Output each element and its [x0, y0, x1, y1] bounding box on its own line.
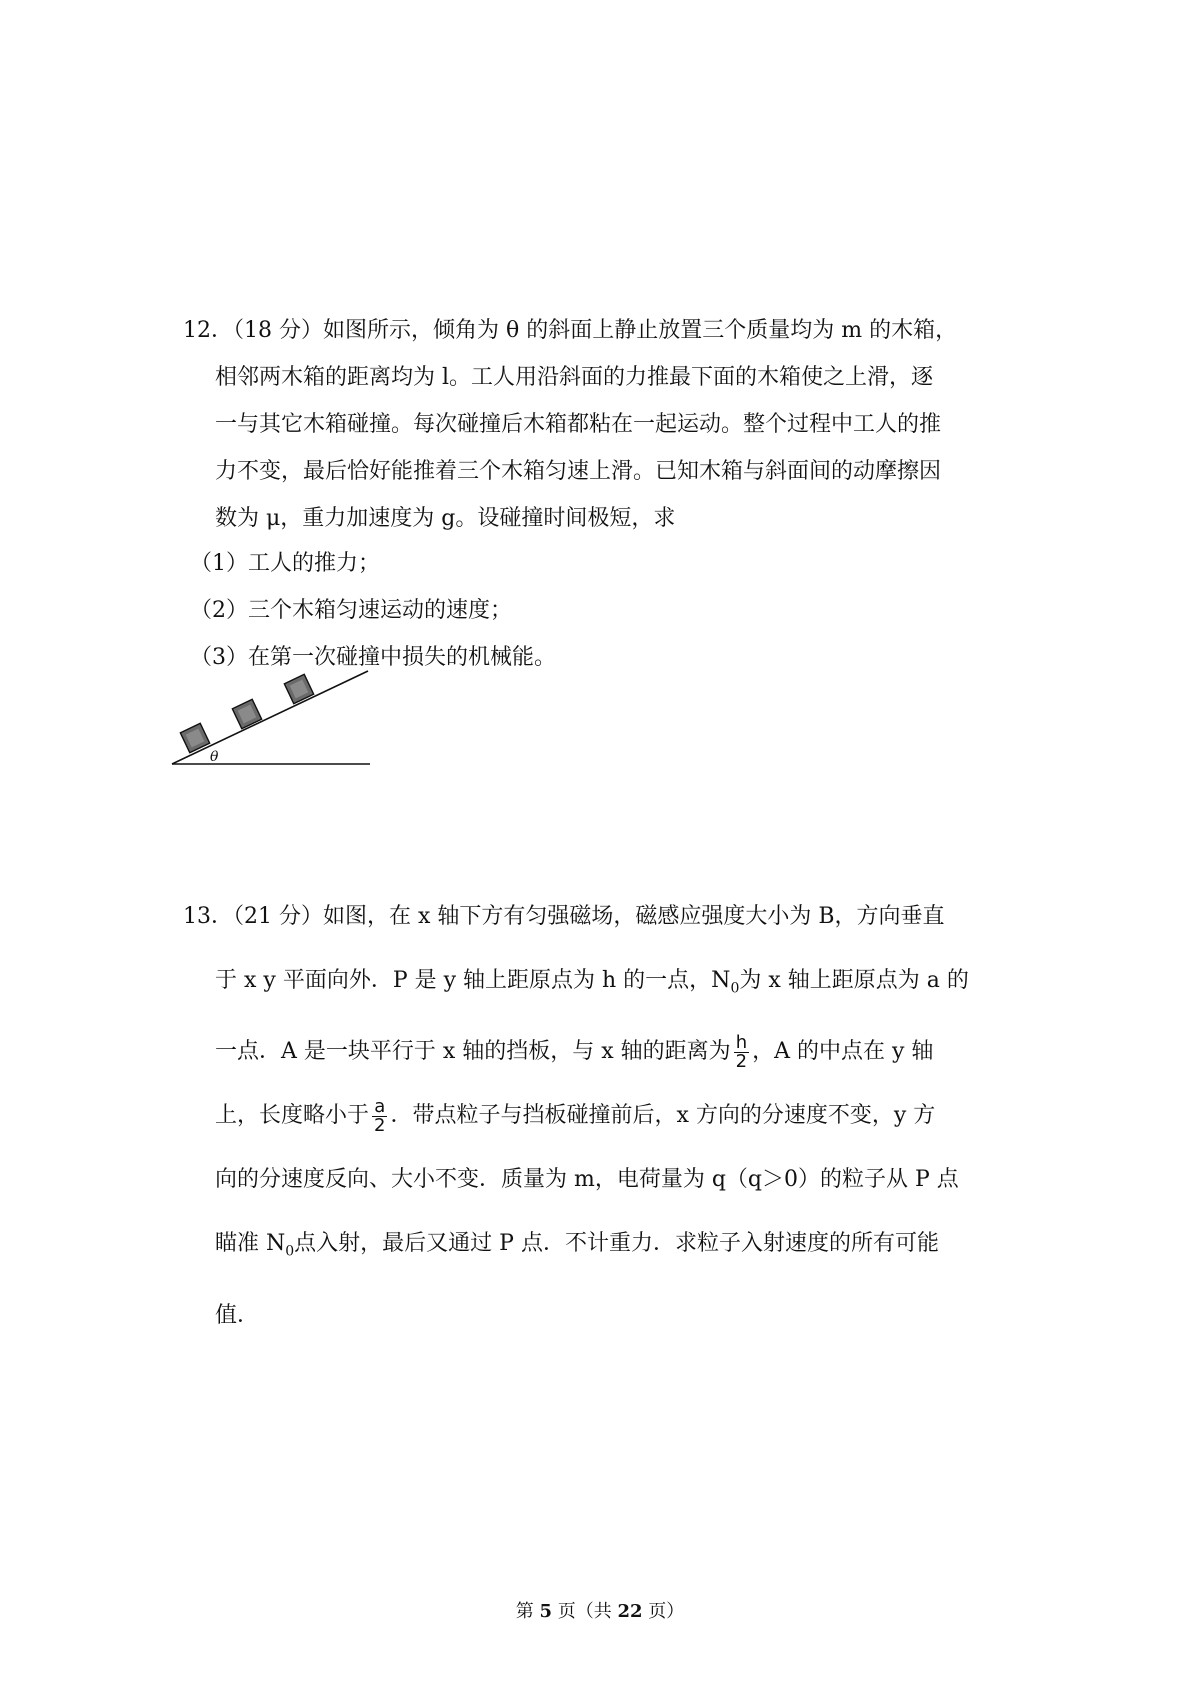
q13-line-3: 一点．A 是一块平行于 x 轴的挡板，与 x 轴的距离为 $\frac{h}{2}$ ，A 的中点在 y 轴 — [215, 1031, 934, 1072]
q12-line-1: 12．（18 分）如图所示，倾角为 θ 的斜面上静止放置三个质量均为 m 的木箱， — [183, 318, 958, 343]
q12-line-4: 力不变，最后恰好能推着三个木箱匀速上滑。已知木箱与斜面间的动摩擦因 — [215, 459, 942, 484]
q13-line-1: 13．（21 分）如图，在 x 轴下方有匀强磁场，磁感应强度大小为 B，方向垂直 — [183, 904, 945, 929]
q12-line-5: 数为 μ，重力加速度为 g。设碰撞时间极短，求 — [215, 506, 676, 531]
q12-line-3: 一与其它木箱碰撞。每次碰撞后木箱都粘在一起运动。整个过程中工人的推 — [215, 412, 942, 437]
page-footer: 第 5 页（共 22 页） — [515, 1601, 685, 1622]
q13-line-6: 瞄准 $N_0$点入射，最后又通过 P 点．不计重力．求粒子入射速度的所有可能 — [215, 1231, 939, 1260]
fraction-h-over-2: $\frac{h}{2}$ — [735, 1031, 748, 1072]
q12-sub-1: （1）工人的推力； — [190, 551, 380, 576]
question-12 — [183, 307, 1043, 542]
theta-label: θ — [210, 749, 219, 765]
q13-line-4: 上，长度略小于 $\frac{a}{2}$ ．带点粒子与挡板碰撞前后，x 方向的分速度不变，y 方 — [215, 1095, 936, 1136]
q12-line-2: 相邻两木箱的距离均为 l。工人用沿斜面的力推最下面的木箱使之上滑，逐 — [215, 365, 934, 390]
incline-line — [172, 671, 368, 764]
page-number: 5 — [539, 1601, 552, 1622]
q13-line-5: 向的分速度反向、大小不变．质量为 m，电荷量为 q（q＞0）的粒子从 P 点 — [215, 1167, 959, 1193]
question-13 — [183, 885, 1043, 1348]
q13-line-2: 于 x y 平面向外．P 是 y 轴上距原点为 h 的一点，$N_0$为 x 轴上距原点为 a 的 — [215, 968, 969, 997]
q12-sub-3: （3）在第一次碰撞中损失的机械能。 — [190, 645, 556, 670]
total-pages: 22 — [617, 1601, 643, 1622]
incline-figure — [170, 660, 380, 780]
fraction-a-over-2: $\frac{a}{2}$ — [374, 1095, 386, 1136]
q12-sub-2: （2）三个木箱匀速运动的速度； — [190, 598, 512, 623]
q13-line-7: 值． — [215, 1302, 260, 1328]
